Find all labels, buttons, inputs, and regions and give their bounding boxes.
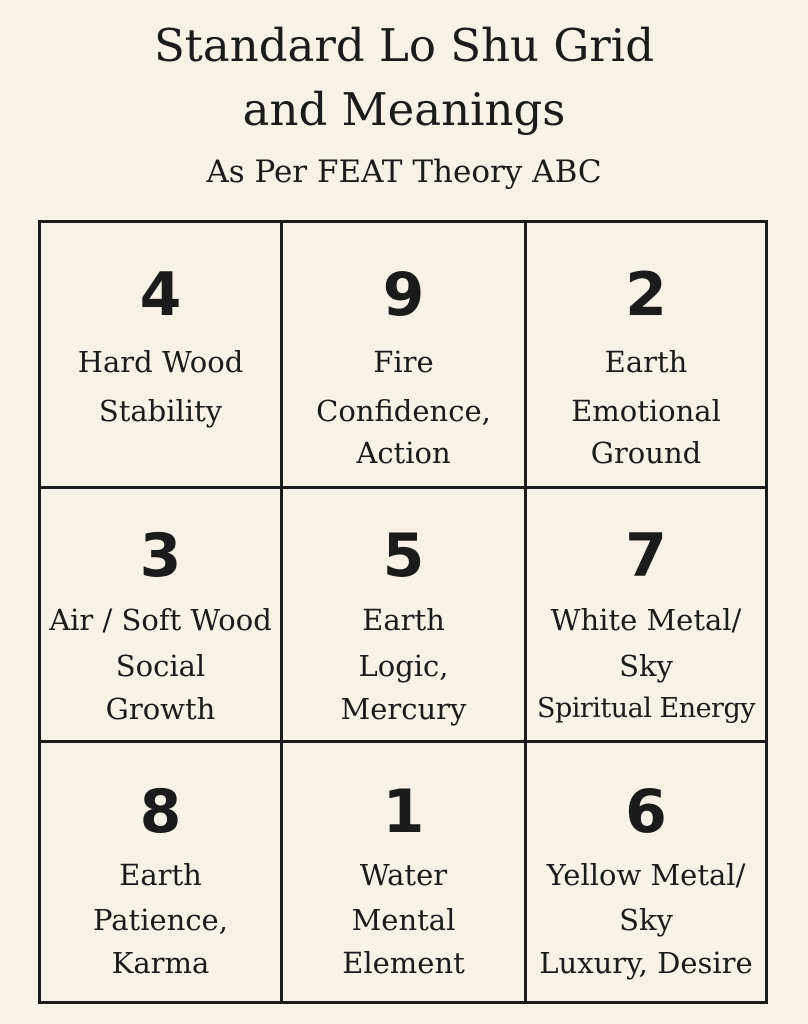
cell-element: White Metal/ — [550, 603, 742, 637]
cell-meaning: Karma — [111, 946, 210, 980]
grid-cell-1 — [283, 743, 527, 1001]
cell-number: 8 — [139, 777, 182, 847]
cell-meaning: Spiritual Energy — [536, 693, 756, 724]
cell-meaning: Stability — [98, 394, 223, 428]
cell-element: Earth — [362, 603, 445, 637]
cell-meaning: Ground — [590, 436, 702, 470]
grid-cell-5 — [283, 489, 527, 743]
cell-meaning: Element — [342, 946, 465, 980]
grid-cell-8 — [41, 743, 283, 1001]
grid-cell-7 — [527, 489, 765, 743]
cell-element: Hard Wood — [77, 345, 244, 379]
page-title-line-1: Standard Lo Shu Grid — [153, 19, 654, 72]
grid-cell-9 — [283, 223, 527, 489]
cell-number: 9 — [382, 260, 425, 330]
lo-shu-grid — [38, 220, 768, 1004]
page-subtitle: As Per FEAT Theory ABC — [206, 154, 602, 190]
cell-meaning: Logic, — [358, 649, 449, 683]
cell-meaning: Social — [115, 649, 206, 683]
cell-element: Sky — [619, 903, 673, 937]
cell-element: Earth — [604, 345, 688, 379]
page-title-line-2: and Meanings — [242, 83, 566, 136]
cell-number: 1 — [382, 777, 425, 847]
grid-cell-2 — [527, 223, 765, 489]
cell-number: 2 — [625, 260, 667, 330]
cell-meaning: Confidence, — [316, 394, 491, 428]
grid-cell-4 — [41, 223, 283, 489]
cell-number: 5 — [382, 521, 425, 591]
cell-number: 7 — [625, 521, 667, 591]
cell-element: Air / Soft Wood — [49, 603, 272, 637]
cell-meaning: Mental — [351, 903, 456, 937]
cell-number: 4 — [139, 260, 182, 330]
cell-element: Yellow Metal/ — [546, 858, 746, 892]
grid-cell-6 — [527, 743, 765, 1001]
cell-meaning: Action — [356, 436, 451, 470]
cell-number: 6 — [625, 777, 667, 847]
cell-element: Earth — [119, 858, 202, 892]
cell-element: Fire — [373, 345, 434, 379]
cell-element: Sky — [619, 649, 673, 683]
cell-meaning: Patience, — [93, 903, 228, 937]
cell-meaning: Mercury — [340, 692, 467, 726]
cell-number: 3 — [139, 521, 182, 591]
cell-meaning: Emotional — [571, 394, 721, 428]
grid-cell-3 — [41, 489, 283, 743]
cell-element: Water — [359, 858, 448, 892]
cell-meaning: Growth — [105, 692, 216, 726]
cell-meaning: Luxury, Desire — [539, 946, 753, 980]
